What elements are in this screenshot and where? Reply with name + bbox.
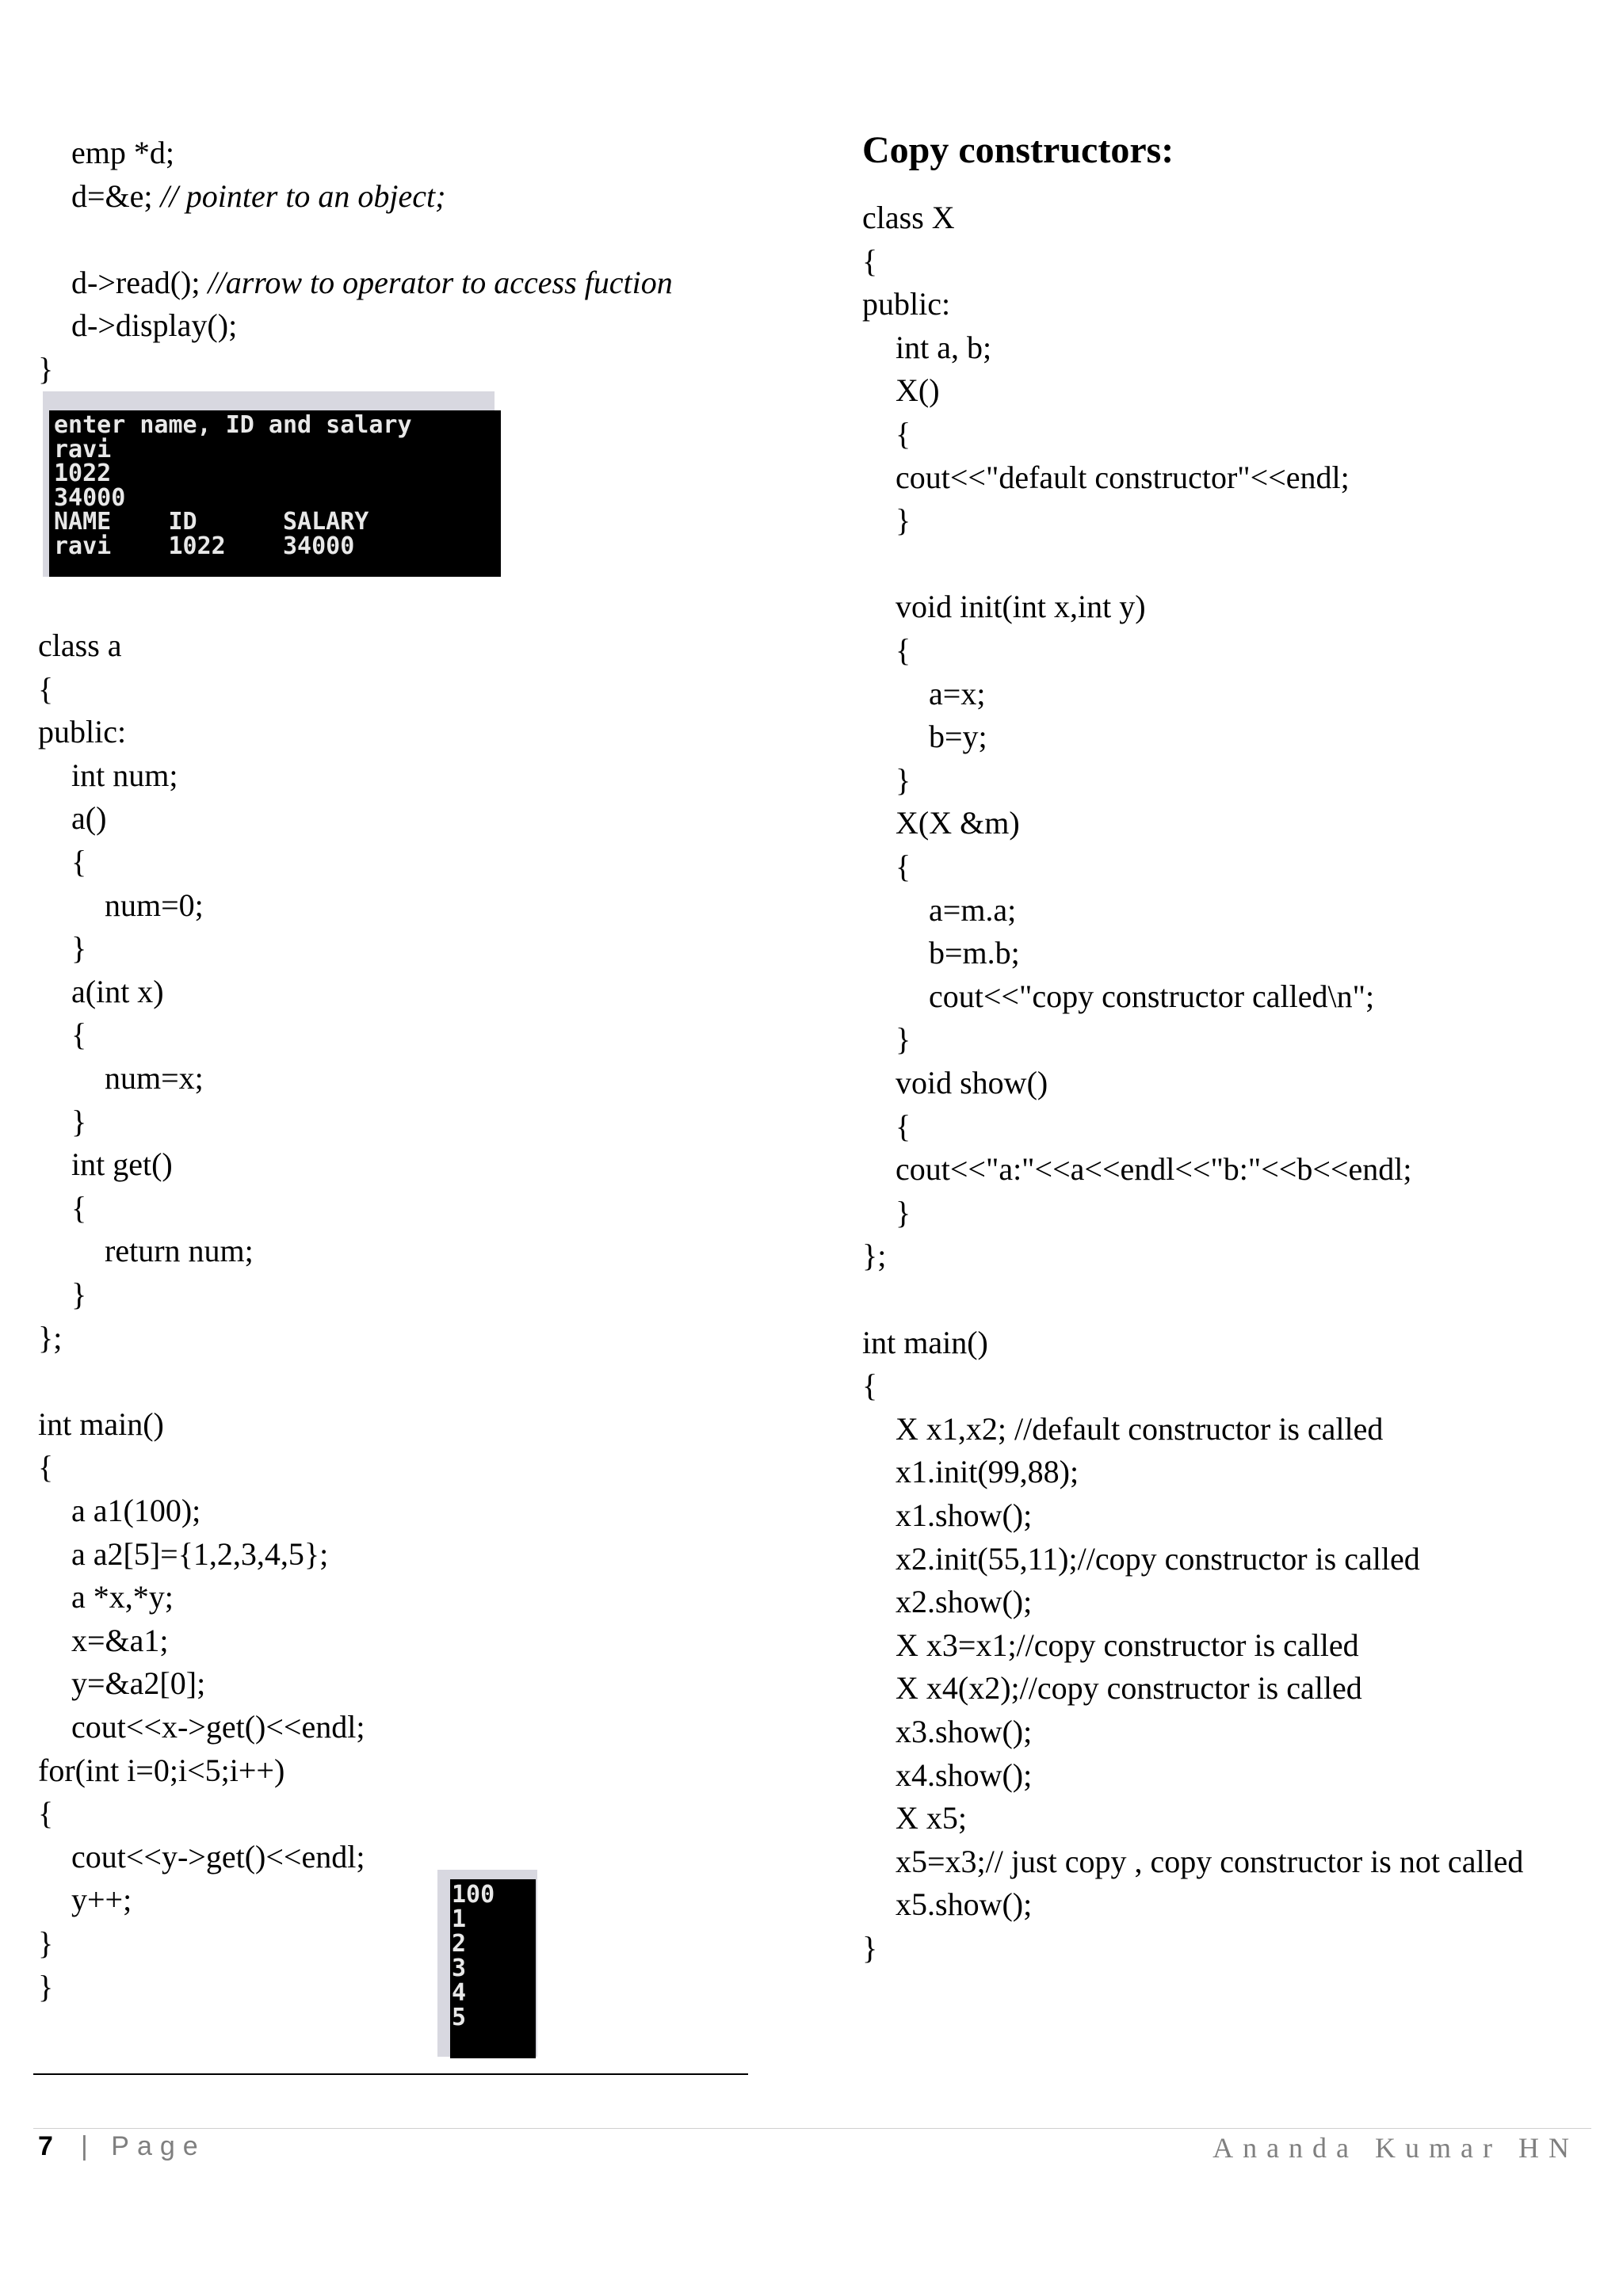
right-code-text: } bbox=[862, 1930, 878, 1966]
left-bottom-code-text: { bbox=[38, 1449, 54, 1486]
console-2-line: 2 bbox=[452, 1930, 467, 1958]
console-2-line: 3 bbox=[452, 1955, 467, 1982]
right-line bbox=[896, 369, 940, 412]
right-code-text: cout<<"a:"<<a<<endl<<"b:"<<b<<endl; bbox=[896, 1151, 1412, 1188]
right-line bbox=[896, 1192, 911, 1234]
right-code-text: x5.show(); bbox=[896, 1886, 1033, 1923]
right-line bbox=[896, 1451, 1079, 1493]
left-bottom-line bbox=[71, 1662, 205, 1705]
right-line bbox=[862, 1322, 988, 1364]
left-top-code-text: } bbox=[38, 351, 54, 387]
left-bottom-line bbox=[71, 1489, 200, 1532]
console-output-2 bbox=[450, 1879, 536, 2058]
footer-rule bbox=[33, 2128, 1591, 2129]
left-bottom-code-text: class a bbox=[38, 627, 122, 663]
right-code-text: x4.show(); bbox=[896, 1756, 1033, 1793]
left-bottom-code-text: a *x,*y; bbox=[71, 1579, 174, 1615]
right-line bbox=[896, 1883, 1032, 1926]
left-bottom-code-text: public: bbox=[38, 714, 127, 750]
left-bottom-line bbox=[38, 624, 122, 667]
left-bottom-code-text: } bbox=[71, 1103, 87, 1139]
left-bottom-line bbox=[105, 884, 204, 927]
left-top-code-text: emp *d; bbox=[71, 135, 174, 170]
console-1-line: NAME ID SALARY bbox=[54, 508, 369, 536]
right-code-text: a=x; bbox=[929, 675, 986, 711]
right-line bbox=[896, 1667, 1362, 1710]
right-line bbox=[896, 1105, 911, 1148]
right-line bbox=[929, 715, 987, 758]
left-top-code-text: d=&e; bbox=[71, 177, 161, 214]
left-bottom-line bbox=[38, 668, 53, 711]
left-bottom-code-text: }; bbox=[38, 1319, 63, 1356]
left-bottom-line bbox=[38, 1922, 53, 1965]
right-line bbox=[896, 499, 911, 542]
right-line bbox=[896, 326, 991, 369]
console-1-line: 34000 bbox=[54, 483, 126, 512]
left-bottom-line bbox=[105, 1057, 204, 1100]
right-code-text: x1.init(99,88); bbox=[896, 1454, 1079, 1490]
left-bottom-line bbox=[71, 1187, 86, 1230]
left-bottom-code-text: num=x; bbox=[105, 1060, 204, 1096]
console-output-1 bbox=[49, 410, 501, 577]
left-bottom-code-text: cout<<y->get()<<endl; bbox=[71, 1838, 365, 1875]
right-line bbox=[862, 283, 950, 326]
right-line bbox=[896, 1148, 1411, 1191]
right-code-text: a=m.a; bbox=[929, 891, 1017, 928]
left-bottom-line bbox=[71, 1576, 174, 1619]
left-bottom-line bbox=[71, 1533, 328, 1576]
right-line bbox=[862, 1364, 877, 1407]
left-column-rule bbox=[33, 2073, 748, 2075]
left-bottom-code-text: cout<<x->get()<<endl; bbox=[71, 1709, 365, 1745]
right-code-text: int a, b; bbox=[896, 329, 992, 365]
right-code-text: b=m.b; bbox=[929, 935, 1020, 971]
right-code-text: cout<<"copy constructor called\n"; bbox=[929, 978, 1375, 1014]
right-code-text: X x5; bbox=[896, 1800, 967, 1836]
left-top-comment: // pointer to an object; bbox=[160, 177, 446, 214]
left-bottom-line bbox=[71, 1013, 86, 1056]
console-2-line: 1 bbox=[452, 1905, 467, 1933]
left-bottom-code-text: { bbox=[71, 1189, 87, 1226]
right-line bbox=[862, 240, 877, 283]
right-code-text: { bbox=[896, 632, 911, 668]
left-bottom-code-text: int get() bbox=[71, 1146, 173, 1183]
right-line bbox=[929, 975, 1374, 1018]
right-code-text: X() bbox=[896, 372, 940, 409]
right-line bbox=[929, 932, 1020, 974]
left-bottom-code-text: } bbox=[71, 930, 87, 967]
right-line bbox=[896, 1018, 911, 1061]
right-code-text: x3.show(); bbox=[896, 1714, 1033, 1749]
left-bottom-line bbox=[71, 1706, 365, 1749]
right-code-text: { bbox=[862, 242, 878, 279]
left-bottom-line bbox=[71, 754, 178, 797]
right-code-text: public: bbox=[862, 286, 951, 322]
left-bottom-line bbox=[38, 1749, 285, 1792]
right-line bbox=[896, 585, 1146, 628]
right-line bbox=[896, 629, 911, 672]
left-bottom-code-text: int num; bbox=[71, 757, 178, 793]
right-line bbox=[896, 456, 1350, 499]
console-1-line: ravi 1022 34000 bbox=[54, 532, 355, 560]
right-code-text: void show() bbox=[896, 1065, 1048, 1100]
left-bottom-code-text: num=0; bbox=[105, 887, 204, 923]
console-1-line: ravi bbox=[54, 435, 112, 463]
left-top-code-text: d->read(); bbox=[71, 264, 208, 300]
right-code-text: X(X &m) bbox=[896, 805, 1020, 841]
right-code-text: { bbox=[896, 1108, 911, 1144]
left-bottom-code-text: for(int i=0;i<5;i++) bbox=[38, 1752, 285, 1788]
right-code-text: X x4(x2);//copy constructor is called bbox=[896, 1670, 1362, 1707]
right-line bbox=[896, 1581, 1032, 1623]
right-code-text: { bbox=[896, 849, 911, 884]
left-bottom-line bbox=[71, 927, 86, 970]
right-line bbox=[896, 845, 911, 888]
right-code-text: class X bbox=[862, 200, 955, 235]
right-line bbox=[896, 1797, 967, 1840]
left-bottom-code-text: { bbox=[71, 1016, 87, 1053]
right-code-text: x2.show(); bbox=[896, 1584, 1033, 1620]
right-code-text: X x3=x1;//copy constructor is called bbox=[896, 1627, 1359, 1663]
left-bottom-code-text: { bbox=[71, 844, 87, 879]
left-top-line bbox=[38, 348, 53, 391]
left-bottom-line bbox=[71, 841, 86, 883]
left-top-line bbox=[71, 261, 673, 304]
right-code-text: } bbox=[896, 761, 911, 798]
right-line bbox=[896, 1711, 1032, 1753]
right-line bbox=[862, 196, 955, 239]
left-bottom-line bbox=[71, 1619, 169, 1662]
left-bottom-line bbox=[71, 971, 164, 1013]
left-bottom-line bbox=[38, 1317, 62, 1360]
left-bottom-line bbox=[105, 1230, 254, 1272]
left-bottom-line bbox=[38, 1403, 164, 1446]
console-2-line: 5 bbox=[452, 2004, 467, 2031]
right-line bbox=[896, 802, 1020, 845]
left-bottom-code-text: a a1(100); bbox=[71, 1493, 201, 1528]
left-bottom-line bbox=[38, 1446, 53, 1489]
left-bottom-line bbox=[71, 1878, 132, 1921]
right-line bbox=[862, 1927, 877, 1970]
left-top-code-text: d->display(); bbox=[71, 307, 238, 344]
right-line bbox=[862, 1234, 886, 1277]
left-bottom-code-text: } bbox=[38, 1968, 54, 2004]
left-bottom-code-text: int main() bbox=[38, 1405, 164, 1442]
right-line bbox=[929, 673, 985, 715]
left-bottom-line bbox=[38, 1792, 53, 1835]
left-bottom-code-text: x=&a1; bbox=[71, 1622, 169, 1658]
right-code-text: x2.init(55,11);//copy constructor is called bbox=[896, 1540, 1420, 1577]
console-1-line: enter name, ID and salary bbox=[54, 411, 412, 439]
right-code-text: int main() bbox=[862, 1324, 988, 1360]
left-bottom-code-text: } bbox=[71, 1276, 87, 1312]
right-code-text: } bbox=[896, 1194, 911, 1230]
left-bottom-code-text: y++; bbox=[71, 1882, 132, 1918]
left-bottom-line bbox=[71, 1100, 86, 1143]
left-bottom-line bbox=[71, 1836, 365, 1878]
right-code-text: }; bbox=[862, 1238, 887, 1274]
left-top-line bbox=[71, 175, 446, 218]
right-code-text: b=y; bbox=[929, 719, 987, 755]
author-name: Ananda Kumar HN bbox=[1212, 2132, 1579, 2164]
right-line bbox=[929, 889, 1016, 932]
right-line bbox=[896, 1062, 1048, 1104]
right-code-text: } bbox=[896, 502, 911, 539]
right-line bbox=[896, 1538, 1420, 1581]
right-code-text: } bbox=[896, 1021, 911, 1058]
left-bottom-line bbox=[38, 711, 126, 753]
left-top-comment: //arrow to operator to access fuction bbox=[208, 264, 673, 300]
console-2-line: 4 bbox=[452, 1979, 467, 2007]
right-line bbox=[896, 413, 911, 456]
page-label: | Page bbox=[81, 2131, 206, 2161]
left-bottom-line bbox=[71, 797, 106, 840]
left-bottom-code-text: a() bbox=[71, 800, 107, 837]
right-code-text: X x1,x2; //default constructor is called bbox=[896, 1410, 1384, 1447]
console-2-line: 100 bbox=[452, 1881, 495, 1909]
right-line bbox=[896, 1494, 1032, 1537]
right-line bbox=[896, 1840, 1523, 1883]
console-1-line: 1022 bbox=[54, 460, 112, 487]
left-bottom-line bbox=[71, 1143, 173, 1186]
right-code-text: void init(int x,int y) bbox=[896, 589, 1146, 625]
left-bottom-code-text: { bbox=[38, 1795, 54, 1832]
left-top-line bbox=[71, 132, 174, 174]
left-bottom-code-text: y=&a2[0]; bbox=[71, 1665, 206, 1702]
right-line bbox=[896, 759, 911, 802]
left-top-line bbox=[71, 304, 237, 347]
left-bottom-code-text: a(int x) bbox=[71, 973, 164, 1009]
right-line bbox=[896, 1754, 1032, 1797]
right-code-text: { bbox=[896, 416, 911, 452]
left-bottom-line bbox=[71, 1273, 86, 1316]
page-number: 7 bbox=[38, 2131, 53, 2161]
left-bottom-code-text: } bbox=[38, 1925, 54, 1961]
left-bottom-code-text: a a2[5]={1,2,3,4,5}; bbox=[71, 1535, 329, 1572]
left-bottom-code-text: { bbox=[38, 670, 54, 707]
right-code-text: x5=x3;// just copy , copy constructor is not called bbox=[896, 1843, 1524, 1879]
right-code-text: { bbox=[862, 1367, 878, 1404]
right-code-text: cout<<"default constructor"<<endl; bbox=[896, 459, 1350, 495]
right-line bbox=[896, 1624, 1359, 1667]
right-code-text: x1.show(); bbox=[896, 1497, 1033, 1533]
section-heading: Copy constructors: bbox=[862, 129, 1174, 171]
left-bottom-code-text: return num; bbox=[105, 1233, 254, 1269]
right-line bbox=[896, 1408, 1383, 1451]
left-bottom-line bbox=[38, 1966, 53, 2008]
